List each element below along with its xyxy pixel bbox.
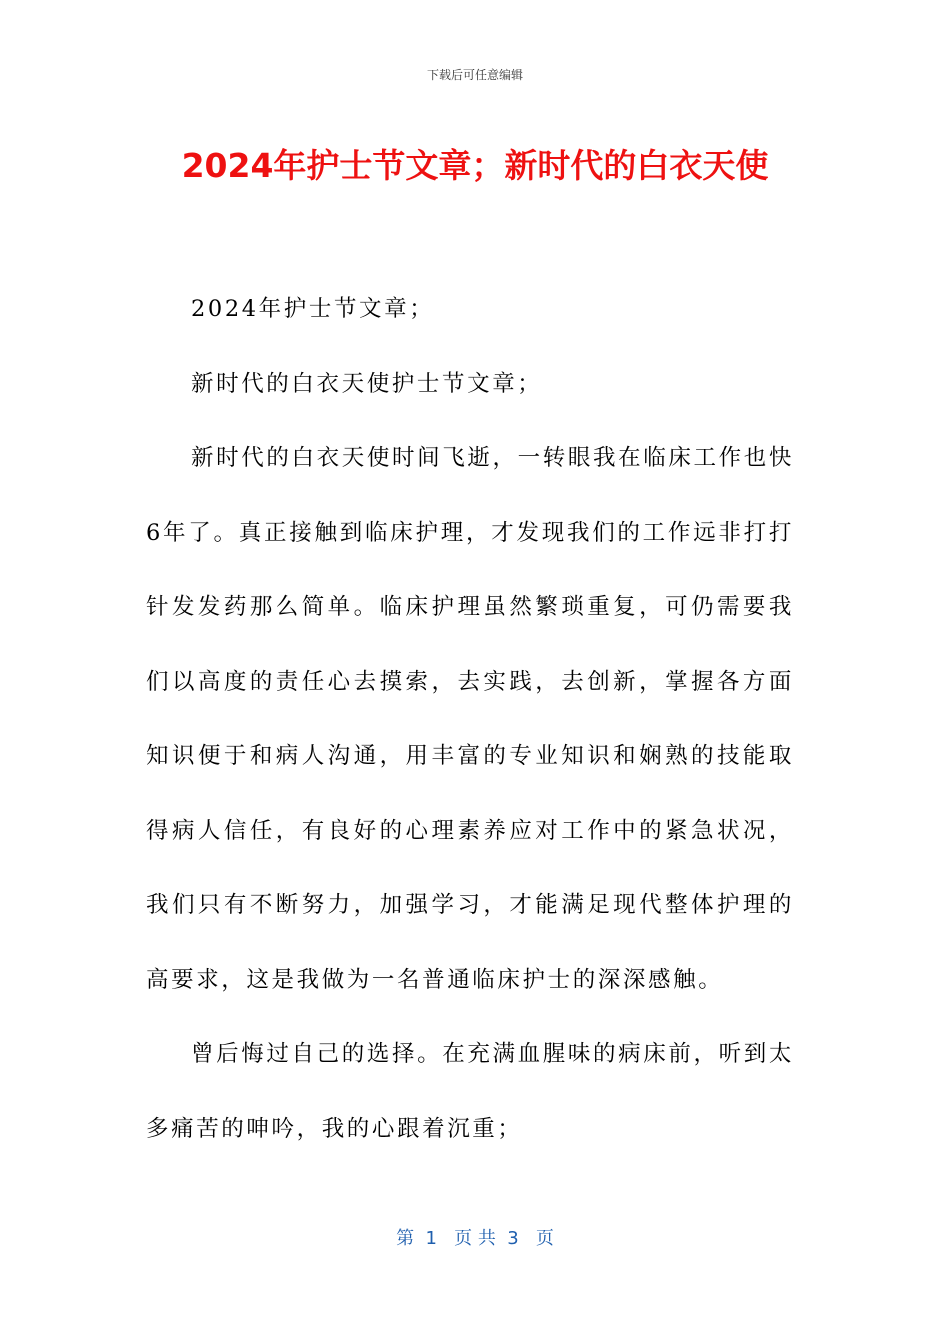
paragraph: 新时代的白衣天使护士节文章； — [191, 370, 543, 397]
document-title: 2024年护士节文章；新时代的白衣天使 — [181, 146, 769, 185]
paragraph: 新时代的白衣天使时间飞逝，一转眼我在临床工作也快6年了。真正接触到临床护理，才发现我们的工作远非打打针发发药那么简单。临床护理虽然繁琐重复，可仍需要我们以高度的责任心去摸索，去实践，去创新，掌握各方面知识便于和病人沟通，用丰富的专业知识和娴熟的技能取得病人信任，有良好的心理素养应对工作中的紧急状况，我们只有不断努力，加强学习，才能满足现代整体护理的高要求，这是我做为一名普通临床护士的深深感触。 — [146, 445, 794, 993]
paragraph: 曾后悔过自己的选择。在充满血腥味的病床前，听到太多痛苦的呻吟，我的心跟着沉重； — [146, 1041, 794, 1142]
page-number: 第 1 页 共 3 页 — [396, 1228, 554, 1249]
paragraph: 2024年护士节文章； — [191, 296, 435, 322]
header-note: 下载后可任意编辑 — [426, 68, 523, 82]
document-body — [146, 272, 794, 1166]
